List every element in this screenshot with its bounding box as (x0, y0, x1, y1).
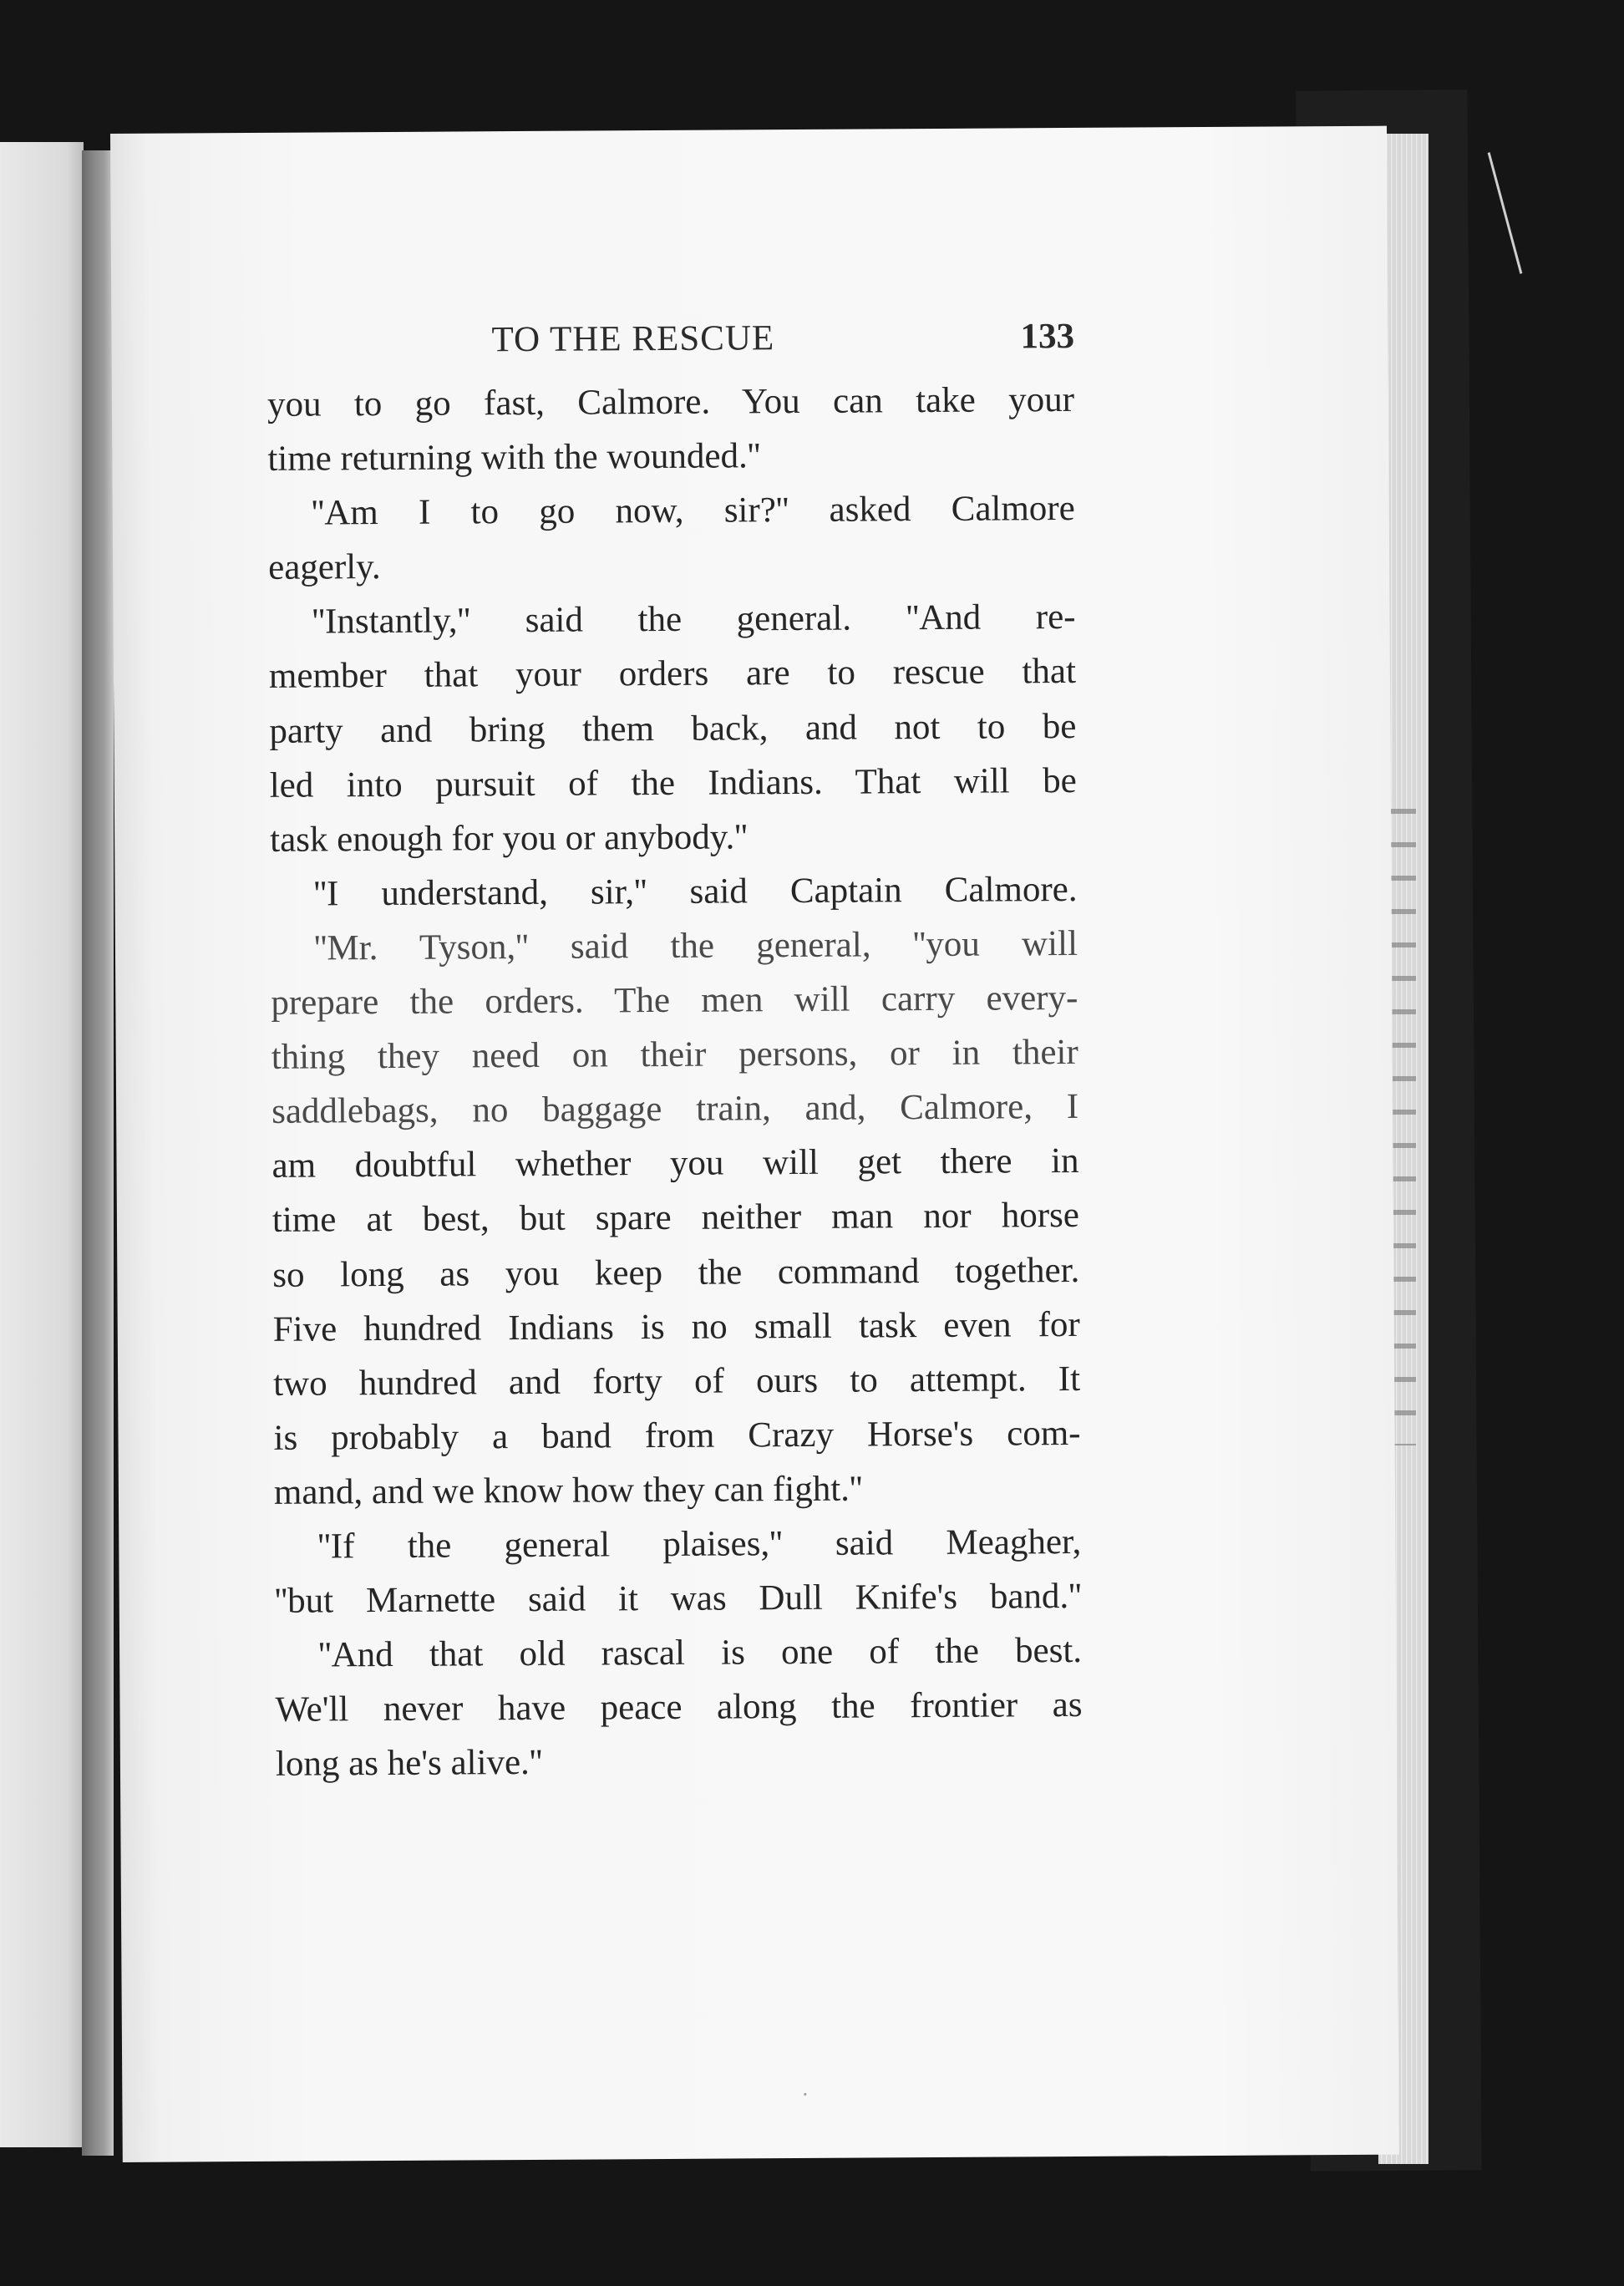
text-line: task enough for you or anybody.'' (270, 817, 748, 860)
text-line: long as he's alive.'' (275, 1743, 543, 1785)
body-text (267, 373, 1083, 1791)
margin-mark (1488, 152, 1523, 274)
text-line: two hundred and forty of ours to attempt. It (272, 1359, 1081, 1404)
text-line: prepare the orders. The men will carry every- (271, 978, 1078, 1023)
text-line: led into pursuit of the Indians. That will be (269, 760, 1077, 805)
text-line: is probably a band from Crazy Horse's com- (273, 1413, 1081, 1458)
text-line: ''If the general plaises,'' said Meagher, (317, 1521, 1082, 1567)
text-line: time returning with the wounded.'' (267, 436, 761, 479)
previous-page-edge (0, 142, 84, 2147)
text-line: you to go fast, Calmore. You can take your (266, 379, 1075, 424)
text-line: eagerly. (268, 547, 381, 588)
text-line: member that your orders are to rescue that (268, 652, 1077, 697)
book-gutter (82, 150, 114, 2156)
text-line: ''Mr. Tyson,'' said the general, ''you will (313, 923, 1078, 968)
text-line: mand, and we know how they can fight.'' (273, 1469, 863, 1512)
book-page (110, 126, 1399, 2162)
text-line: thing they need on their persons, or in their (271, 1033, 1078, 1077)
running-title: TO THE RESCUE (491, 318, 775, 360)
text-line: ''but Marnette said it was Dull Knife's band.'' (274, 1576, 1082, 1621)
text-line: ''And that old rascal is one of the best. (317, 1631, 1083, 1675)
paper-speck (804, 2093, 806, 2096)
text-line: We'll never have peace along the frontier as (275, 1685, 1083, 1730)
text-line: ''I understand, sir,'' said Captain Calmore. (313, 869, 1078, 914)
text-line: ''Instantly,'' said the general. ''And re- (312, 597, 1076, 642)
text-line: ''Am I to go now, sir?'' asked Calmore (311, 489, 1075, 533)
text-line: am doubtful whether you will get there in (272, 1141, 1079, 1186)
running-head (111, 314, 1388, 372)
text-line: time at best, but spare neither man nor horse (272, 1196, 1080, 1241)
text-line: saddlebags, no baggage train, and, Calmore, I (272, 1087, 1079, 1132)
text-line: Five hundred Indians is no small task even for (272, 1304, 1080, 1349)
page-number: 133 (1020, 316, 1075, 357)
text-line: party and bring them back, and not to be (269, 706, 1077, 751)
text-line: so long as you keep the command together. (272, 1250, 1080, 1295)
